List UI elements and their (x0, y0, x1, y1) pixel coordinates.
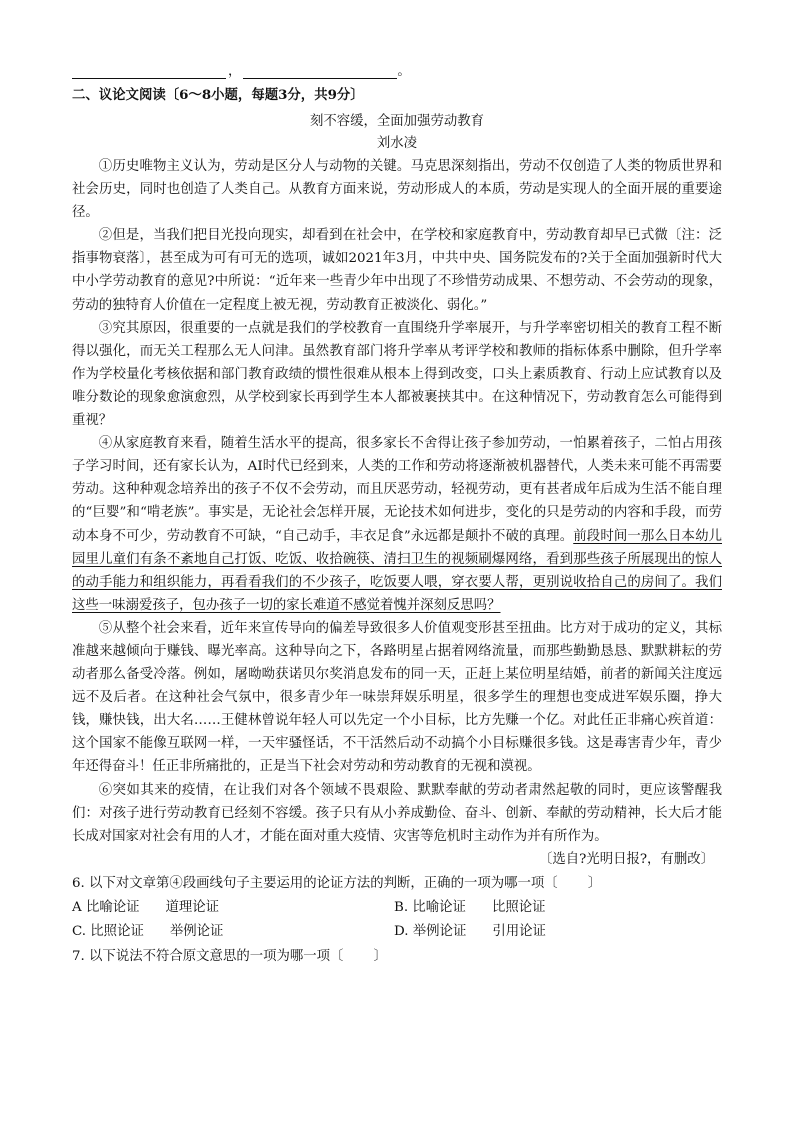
answer-blank-2[interactable] (243, 64, 397, 79)
paragraph-5: ⑤从整个社会来看，近年来宣传导向的偏差导致很多人价值观变形甚至扭曲。比方对于成功的定义，其标准越来越倾向于赚钱、曝光率高。这种导向之下，各路明星占据着网络流量，而那些勤勤恳恳、默默耕耘的劳动者那么备受冷落。例如，屠呦呦获诺贝尔奖消息发布的同一天，正赶上某位明星结婚，前者的新闻关注度远远不及后者。在这种社会气氛中，很多青少年一味崇拜娱乐明星，很多学生的理想也变成进军娱乐圈，挣大钱，赚快钱，出大名……王健林曾说年轻人可以先定一个小目标，比方先赚一个亿。对此任正非痛心疾首道：这个国家不能像互联网一样，一天牢骚怪话，不干活然后动不动搞个小目标赚很多钱。这是毒害青少年，青少年还得奋斗！任正非所痛批的，正是当下社会对劳动和劳动教育的无视和漠视。 (72, 620, 722, 775)
question-6-stem: 6. 以下对文章第④段画线句子主要运用的论证方法的判断，正确的一项为哪一项〔 (72, 875, 558, 891)
option-c[interactable]: C. 比照论证 举例论证 (72, 923, 224, 939)
option-d[interactable]: D. 举例论证 引用论证 (394, 923, 546, 939)
option-a[interactable]: A 比喻论证 道理论证 (72, 899, 220, 915)
comma: ， (228, 64, 242, 79)
paragraph-2: ②但是，当我们把目光投向现实，却看到在社会中，在学校和家庭教育中，劳动教育却早已式微〔注：泛指事物衰落〕，甚至成为可有可无的选项，诚如2021年3月，中共中央、国务院发布的?关于全面加强新时代大中小学劳动教育的意见?中所说：“近年来一些青少年中出现了不珍惜劳动成果、不想劳动、不会劳动的现象，劳动的独特育人价值在一定程度上被无视，劳动教育正被淡化、弱化。” (72, 228, 722, 313)
article-author: 刘水凌 (376, 136, 418, 151)
paragraph-1: ①历史唯物主义认为，劳动是区分人与动物的关键。马克思深刻指出，劳动不仅创造了人类的物质世界和社会历史，同时也创造了人类自己。从教育方面来说，劳动形成人的本质，劳动是实现人的全面开展的重要途径。 (72, 159, 722, 221)
exam-page (72, 60, 722, 969)
answer-blank-line (72, 60, 722, 82)
option-b[interactable]: B. 比喻论证 比照论证 (394, 899, 546, 915)
article-source: 〔选自?光明日报?，有删改〕 (538, 851, 714, 867)
answer-blank-1[interactable] (72, 64, 226, 79)
question-7: 7. 以下说法不符合原文意思的一项为哪一项〔 〕 (72, 948, 387, 964)
period: 。 (397, 64, 411, 79)
question-7-stem: 7. 以下说法不符合原文意思的一项为哪一项〔 (72, 948, 344, 964)
paragraph-4-underlined-sentence: 前段时间一那么日本幼儿园里儿童们有条不紊地自己打饭、吃饭、收拾碗筷、清扫卫生的视频刷爆网络，看到那些孩子所展现出的惊人的动手能力和组织能力，再看看我们的不少孩子，吃饭要人喂，穿衣要人帮，更别说收拾自己的房间了。我们这些一味溺爱孩子，包办孩子一切的家长难道不感觉着愧并深刻反思吗？ (72, 528, 722, 613)
paragraph-6: ⑥突如其来的疫情，在让我们对各个领域不畏艰险、默默奉献的劳动者肃然起敬的同时，更应该警醒我们：对孩子进行劳动教育已经刻不容缓。孩子只有从小养成勤俭、奋斗、创新、奉献的劳动精神，长大后才能长成对国家对社会有用的人才，才能在面对重大疫情、灾害等危机时主动作为并有所作为。 (72, 782, 722, 844)
article-title: 刻不容缓，全面加强劳动教育 (309, 114, 485, 129)
question-6: 6. 以下对文章第④段画线句子主要运用的论证方法的判断，正确的一项为哪一项〔 〕 (72, 875, 602, 891)
paragraph-3: ③究其原因，很重要的一点就是我们的学校教育一直围绕升学率展开，与升学率密切相关的教育工程不断得以强化，而无关工程那么无人问津。虽然教育部门将升学率从考评学校和教师的指标体系中删除，但升学率作为学校量化考核依据和部门教育政绩的惯性很难从根本上得到改变，口头上素质教育、行动上应试教育以及唯分数论的现象愈演愈烈，从学校到家长再到学生本人都被裹挟其中。在这种情况下，劳动教育怎么可能得到重视？ (72, 320, 722, 429)
section-heading: 二、议论文阅读〔6～8小题，每题3分，共9分〕 (72, 87, 364, 103)
question-6-options (72, 896, 722, 944)
paragraph-4-text: ④从家庭教育来看，随着生活水平的提高，很多家长不舍得让孩子参加劳动，一怕累着孩子，二怕占用孩子学习时间，还有家长认为，AI时代已经到来，人类的工作和劳动将逐渐被机器替代，人类未来可能不再需要劳动。这种种观念培养出的孩子不仅不会劳动，而且厌恶劳动，轻视劳动，更有甚者成年后成为生活不能自理的“巨婴”和“啃老族”。事实是，无论社会怎样开展，无论技术如何进步，变化的只是劳动的内容和手段，而劳动本身不可少，劳动教育不可缺，“自己动手，丰衣足食”永远都是颠扑不破的真理。 (72, 436, 722, 544)
paragraph-4 (72, 432, 722, 617)
